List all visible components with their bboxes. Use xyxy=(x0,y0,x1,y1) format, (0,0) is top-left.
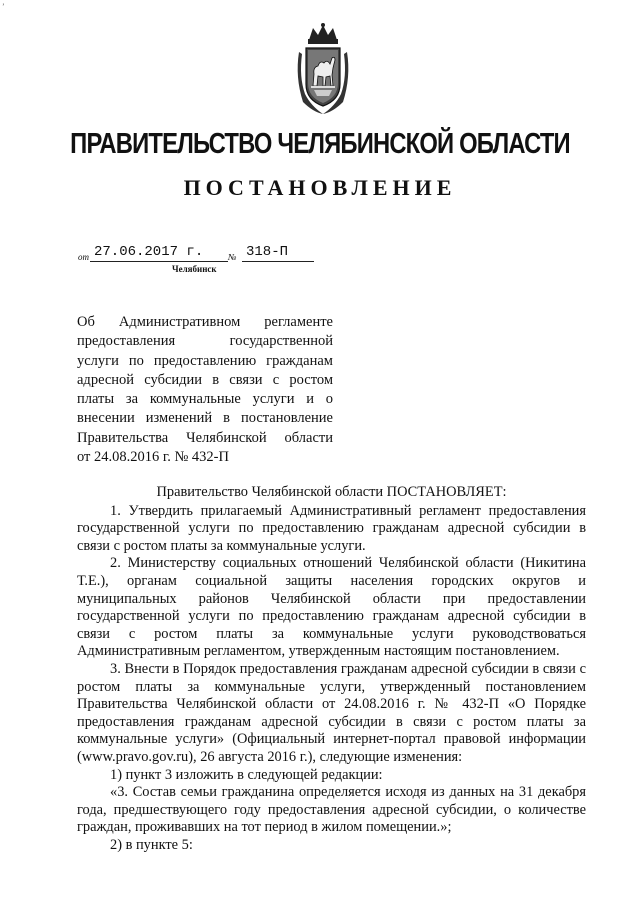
paragraph: «3. Состав семьи гражданина определяется исходя из данных на 31 декабря года, предшествующего году предоставления адресной субсидии, о количестве граждан, проживавших на тот период в жилом помещении.»; xyxy=(77,784,586,836)
subject-line: адресной субсидии в связи с ростом xyxy=(77,371,333,388)
number-value: 318-П xyxy=(242,244,314,262)
document-subject xyxy=(77,313,333,467)
date-label: от xyxy=(78,252,89,262)
coat-of-arms-icon xyxy=(293,22,353,116)
paragraph: 1. Утвердить прилагаемый Административный регламент предоставления государственной услуги по предоставлению гражданам адресной субсидии в связи с ростом платы за коммунальные услуги. xyxy=(77,502,586,554)
paragraph: 3. Внести в Порядок предоставления гражданам адресной субсидии в связи с ростом платы за коммунальные услуги, утвержденный постановлением Правительства Челябинской области от 24.08.2016 г. № 432-П «О Порядке предоставления гражданам адресной субсидии в связи с ростом платы за коммунальные услуги» (Официальный интернет-портал правовой информации (www.pravo.gov.ru), 26 августа 2016 г.), следующие изменения: xyxy=(77,660,586,765)
subject-line: предоставления государственной xyxy=(77,333,333,350)
subject-line: внесении изменений в постановление xyxy=(77,410,333,427)
subject-line: Об Административном регламенте xyxy=(77,314,333,330)
subject-line: Правительства Челябинской области xyxy=(77,429,333,446)
paragraph: 2. Министерству социальных отношений Челябинской области (Никитина Т.Е.), органам социальной защиты населения городских округов и муниципальных районов Челябинской области при предоставлении государственной услуги по предоставлению гражданам адресной субсидии в связи с ростом платы за коммунальные услуги руководствоваться Административным регламентом, утвержденным настоящим постановлением. xyxy=(77,555,586,660)
paragraph: 2) в пункте 5: xyxy=(110,836,193,853)
registration-line xyxy=(78,244,318,264)
city: Челябинск xyxy=(172,264,217,274)
document-type: ПОСТАНОВЛЕНИЕ xyxy=(183,175,457,200)
subject-line: услуги по предоставлению гражданам xyxy=(77,352,333,369)
document-body xyxy=(77,484,586,854)
government-title: ПРАВИТЕЛЬСТВО ЧЕЛЯБИНСКОЙ ОБЛАСТИ xyxy=(70,128,570,160)
date-value: 27.06.2017 г. xyxy=(90,244,228,262)
number-label: № xyxy=(228,252,237,262)
preamble: Правительство Челябинской области ПОСТАНОВЛЯЕТ: xyxy=(156,484,507,500)
subject-line: платы за коммунальные услуги и о xyxy=(77,391,333,408)
paragraph: 1) пункт 3 изложить в следующей редакции: xyxy=(110,766,383,783)
corner-mark: ʼ xyxy=(2,2,5,11)
subject-line: от 24.08.2016 г. № 432-П xyxy=(77,449,229,466)
